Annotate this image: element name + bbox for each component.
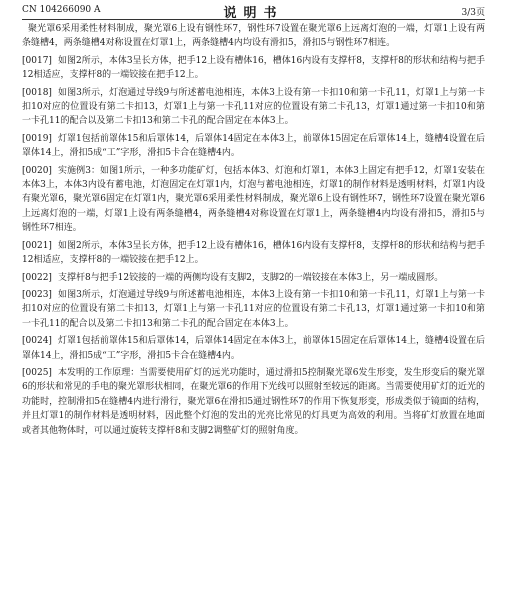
page-header xyxy=(22,0,485,20)
document-body xyxy=(22,22,485,441)
publication-number: CN 104266090 A xyxy=(22,5,101,15)
paragraph-number: [0019] xyxy=(22,133,52,144)
paragraph-number: [0017] xyxy=(22,55,52,66)
paragraph-number: [0024] xyxy=(22,336,52,347)
paragraph-number: [0018] xyxy=(22,87,52,98)
header-rule xyxy=(22,19,485,20)
paragraph-text: 如图3所示，灯泡通过导线9与所述蓄电池相连，本体3上设有第一卡扣10和第一卡孔11，灯罩1上与第一卡扣10对应的位置设有第二卡扣13，灯罩1上与第一卡孔11对应的位置设有第二卡孔13，灯罩1通过第一卡扣10和第一卡孔11的配合以及第二卡扣13和第二卡孔的配合固定在本体3上。 xyxy=(22,87,485,127)
paragraph xyxy=(22,132,485,161)
paragraph-text: 支撑杆8与把手12铰接的一端的两侧均设有支脚2，支脚2的一端铰接在本体3上，另一端成圆形。 xyxy=(57,272,444,283)
paragraph xyxy=(22,366,485,438)
paragraph-number: [0025] xyxy=(22,367,52,378)
paragraph-text: 如图2所示，本体3呈长方体，把手12上设有槽体16，槽体16内设有支撑杆8，支撑杆8的形状和结构与把手12相适应，支撑杆8的一端铰接在把手12上。 xyxy=(22,240,485,266)
paragraph-number: [0020] xyxy=(22,165,52,176)
paragraph-text: 如图2所示，本体3呈长方体，把手12上设有槽体16，槽体16内设有支撑杆8，支撑杆8的形状和结构与把手12相适应，支撑杆8的一端铰接在把手12上。 xyxy=(22,55,485,81)
paragraph xyxy=(22,271,485,285)
paragraph-number: [0021] xyxy=(22,240,52,251)
paragraph-text: 灯罩1包括前罩体15和后罩体14，后罩体14固定在本体3上，前罩体15固定在后罩体14上，缝槽4设置在后罩体14上，滑扣5成“工”字形，滑扣5卡合在缝槽4内。 xyxy=(22,133,485,159)
paragraph-text: 聚光罩6采用柔性材料制成，聚光罩6上设有钢性环7，钢性环7设置在聚光罩6上远离灯泡的一端，灯罩1上设有两条缝槽4，两条缝槽4对称设置在灯罩1上，两条缝槽4内均设有滑扣5，滑扣5与钢性环7相连。 xyxy=(22,24,485,49)
paragraph-number: [0022] xyxy=(22,272,52,283)
paragraph xyxy=(22,86,485,129)
paragraph xyxy=(22,334,485,363)
paragraph xyxy=(22,239,485,268)
paragraph-text: 灯罩1包括前罩体15和后罩体14，后罩体14固定在本体3上，前罩体15固定在后罩体14上，缝槽4设置在后罩体14上，滑扣5成“工”字形，滑扣5卡合在缝槽4内。 xyxy=(22,336,485,361)
page-number: 3/3页 xyxy=(461,8,485,18)
document-title: 说明书 xyxy=(223,6,284,21)
paragraph-text: 如图3所示，灯泡通过导线9与所述蓄电池相连，本体3上设有第一卡扣10和第一卡孔11，灯罩1上与第一卡扣10对应的位置设有第二卡扣13，灯罩1上与第一卡孔11对应的位置设有第二卡孔13，灯罩1通过第一卡扣10和第一卡孔11的配合以及第二卡扣13和第二卡孔的配合固定在本体3上。 xyxy=(22,289,485,329)
paragraph-text: 本发明的工作原理：当需要使用矿灯的远光功能时，通过滑扣5控制聚光罩6发生形变，发生形变后的聚光罩6的形状和常见的手电的聚光罩形状相同，在聚光罩6的作用下光线可以照射至较远的距离。当需要使用矿灯的近光的功能时，控制滑扣5在缝槽4内进行滑行，聚光罩6在滑扣5通过钢性环7的作用下恢复形变，形成类似于镜面的结构，并且灯罩1的制作材料是透明材料，因此整个灯泡的发出的光亮比常见的灯具更为高效的利用。当将矿灯放置在地面或者其他物体时，可以通过旋转支撑杆8和支脚2调整矿灯的照射角度。 xyxy=(22,367,485,436)
paragraph xyxy=(22,22,485,51)
paragraph-number: [0023] xyxy=(22,289,52,300)
paragraph xyxy=(22,288,485,331)
paragraph xyxy=(22,164,485,236)
paragraph xyxy=(22,54,485,83)
paragraph-text: 实施例3：如图1所示，一种多功能矿灯，包括本体3、灯泡和灯罩1，本体3上固定有把手12，灯罩1安装在本体3上，本体3内设有蓄电池，灯泡固定在灯罩1内，灯泡与蓄电池相连，灯罩1的制作材料是透明材料，灯罩1内设有聚光罩6，聚光罩6固定在灯罩1内，聚光罩6采用柔性材料制成，聚光罩6上设有钢性环7，钢性环7设置在聚光罩6上远离灯泡的一端，灯罩1上设有两条缝槽4，两条缝槽4对称设置在灯罩1上，两条缝槽4内均设有滑扣5，滑扣5与钢性环7相连。 xyxy=(22,165,485,234)
